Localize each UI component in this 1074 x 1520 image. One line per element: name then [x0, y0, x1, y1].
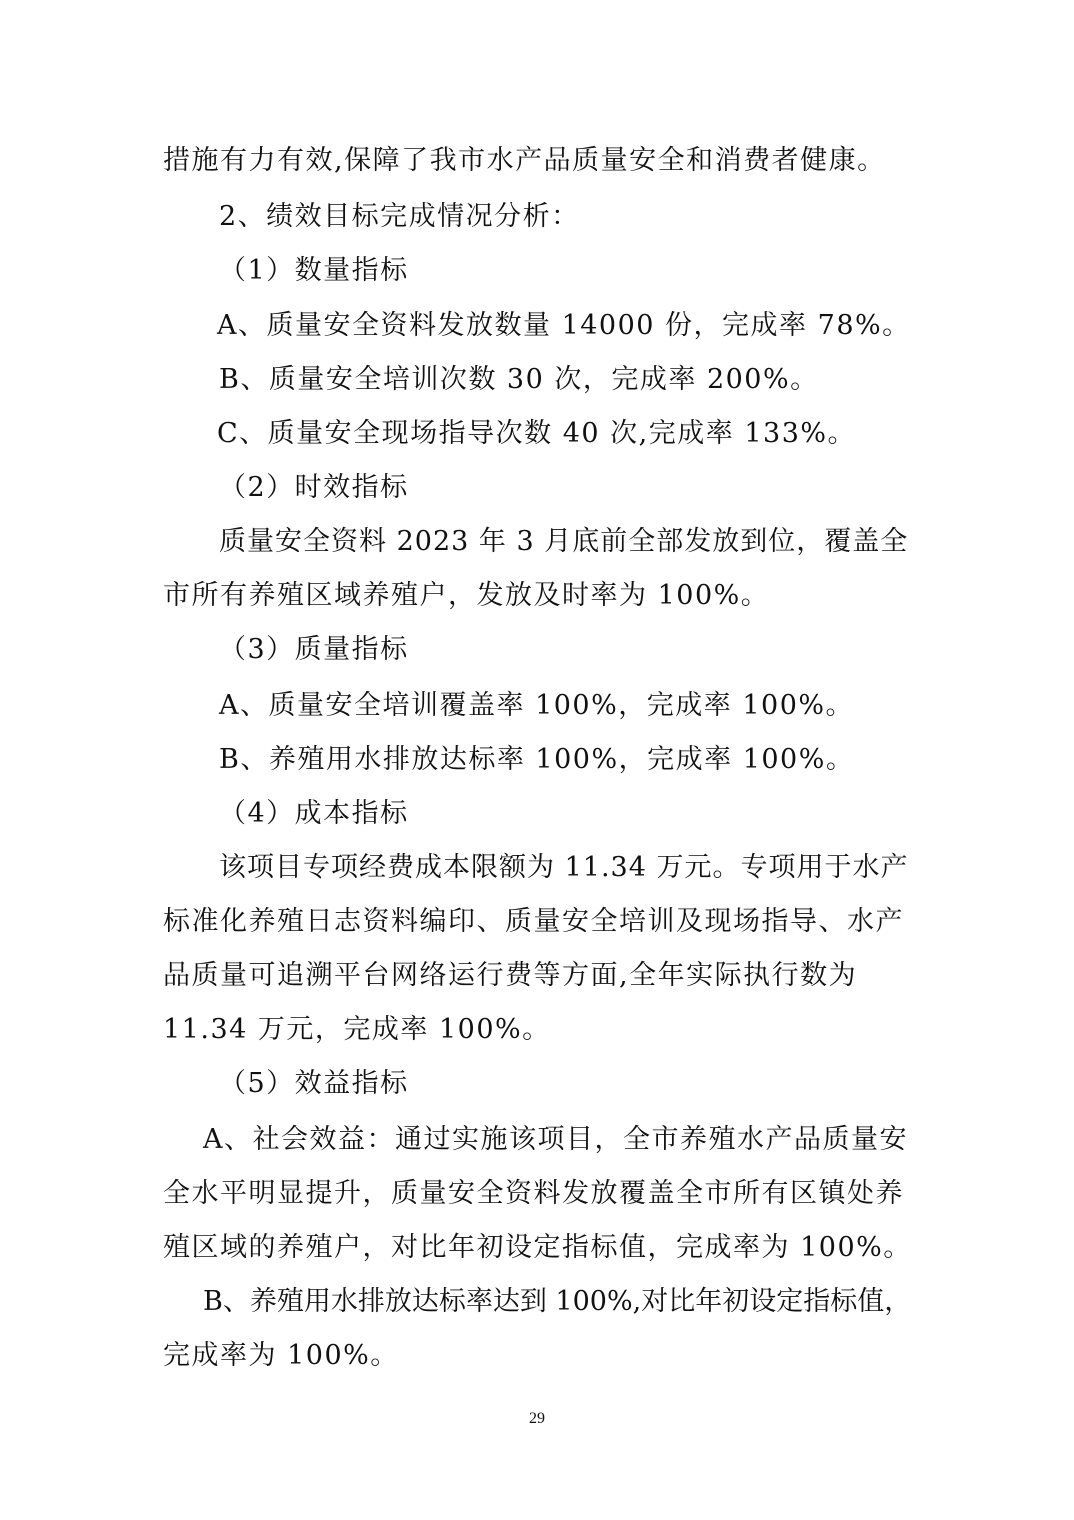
para-cost-line-3: 品质量可追溯平台网络运行费等方面,全年实际执行数为: [163, 960, 858, 991]
para-social-benefit-line-3: 殖区域的养殖户，对比年初设定指标值，完成率为 100%。: [163, 1232, 912, 1263]
para-water-standard-line-2: 完成率为 100%。: [163, 1340, 399, 1371]
heading-benefit-indicators: （5）效益指标: [219, 1068, 409, 1099]
para-social-benefit-line-1: A、社会效益：通过实施该项目，全市养殖水产品质量安: [203, 1124, 908, 1155]
para-measures-effective: 措施有力有效,保障了我市水产品质量安全和消费者健康。: [163, 145, 886, 176]
para-timeliness-line-1: 质量安全资料 2023 年 3 月底前全部发放到位，覆盖全: [219, 526, 909, 557]
para-cost-line-1: 该项目专项经费成本限额为 11.34 万元。专项用于水产: [219, 852, 909, 883]
para-cost-line-4: 11.34 万元，完成率 100%。: [163, 1014, 551, 1045]
para-cost-line-2: 标准化养殖日志资料编印、质量安全培训及现场指导、水产: [163, 906, 904, 937]
item-materials-distributed: A、质量安全资料发放数量 14000 份，完成率 78%。: [217, 310, 911, 341]
item-water-discharge: B、养殖用水排放达标率 100%，完成率 100%。: [219, 744, 855, 775]
para-timeliness-line-2: 市所有养殖区域养殖户，发放及时率为 100%。: [163, 580, 770, 611]
heading-performance-analysis: 2、绩效目标完成情况分析：: [219, 201, 580, 232]
heading-quality-indicators: （3）质量指标: [219, 634, 409, 665]
item-onsite-guidance: C、质量安全现场指导次数 40 次,完成率 133%。: [217, 418, 857, 449]
item-training-sessions: B、质量安全培训次数 30 次，完成率 200%。: [219, 364, 819, 395]
item-training-coverage: A、质量安全培训覆盖率 100%，完成率 100%。: [219, 690, 855, 721]
heading-timeliness-indicators: （2）时效指标: [219, 472, 409, 503]
heading-cost-indicators: （4）成本指标: [219, 798, 409, 829]
heading-quantity-indicators: （1）数量指标: [219, 255, 409, 286]
page-number: 29: [529, 1410, 545, 1427]
para-social-benefit-line-2: 全水平明显提升，质量安全资料发放覆盖全市所有区镇处养: [163, 1178, 904, 1209]
para-water-standard-line-1: B、养殖用水排放达标率达到 100%,对比年初设定指标值，: [203, 1286, 912, 1317]
